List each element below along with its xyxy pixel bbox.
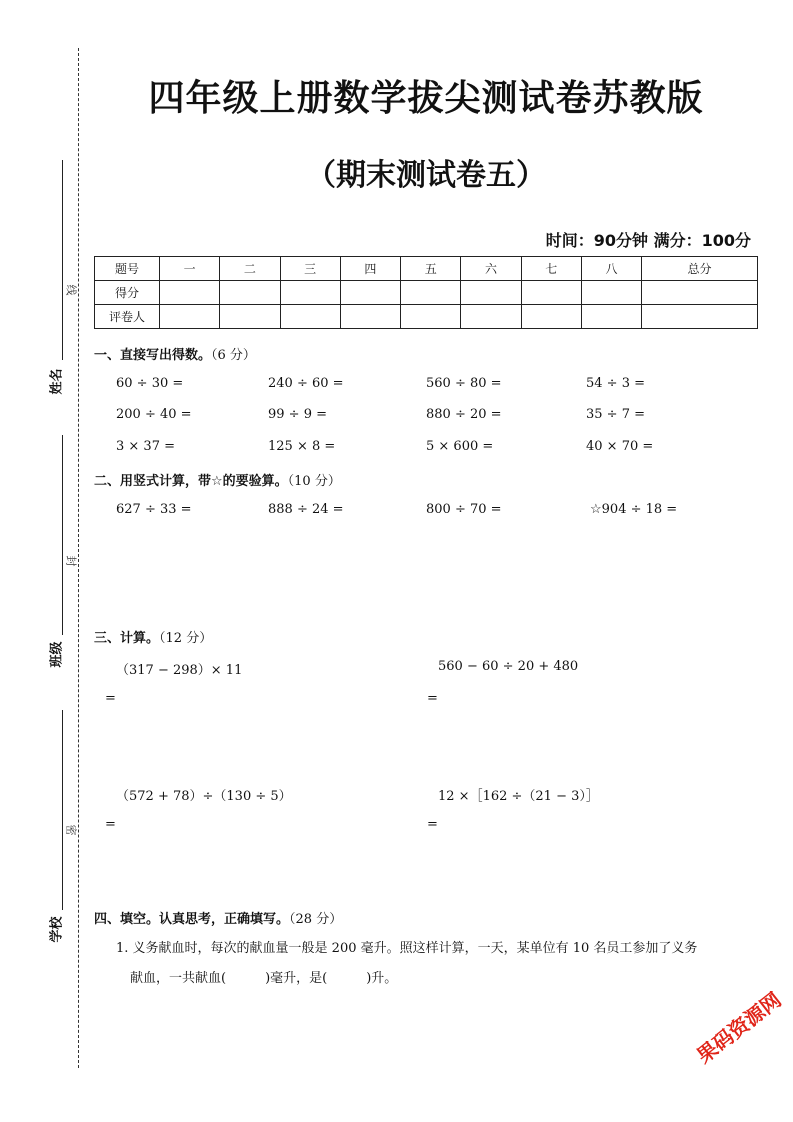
- score-cell[interactable]: [220, 281, 280, 305]
- section3-heading: [94, 627, 212, 646]
- oral-calc-item: 5 × 600 =: [426, 439, 494, 454]
- grader-cell[interactable]: [521, 305, 581, 329]
- vertical-calc-item: ☆904 ÷ 18 =: [590, 502, 678, 517]
- school-write-line: [62, 710, 63, 910]
- section2-points: （10 分）: [287, 474, 341, 489]
- score-table-header: 四: [340, 257, 400, 281]
- score-table-row: [95, 281, 758, 305]
- score-table-header: 二: [220, 257, 280, 281]
- question-1-line-2: 献血，一共献血( )毫升，是( )升。: [130, 971, 398, 986]
- section3-points: （12 分）: [159, 631, 213, 646]
- score-table-header: 一: [160, 257, 220, 281]
- watermark-logo: 果码资源网: [692, 987, 786, 1068]
- score-cell[interactable]: [401, 281, 461, 305]
- score-cell[interactable]: [340, 281, 400, 305]
- section2-heading: [94, 470, 341, 489]
- grader-cell[interactable]: [461, 305, 521, 329]
- name-label: 姓名: [49, 368, 65, 395]
- grader-row-label: 评卷人: [95, 305, 160, 329]
- score-row-label: 得分: [95, 281, 160, 305]
- score-cell[interactable]: [642, 281, 758, 305]
- class-write-line: [62, 435, 63, 635]
- class-label: 班级: [49, 641, 65, 668]
- equals-sign: =: [105, 817, 116, 832]
- oral-calc-item: 560 ÷ 80 =: [426, 376, 502, 391]
- oral-calc-item: 125 × 8 =: [268, 439, 336, 454]
- oral-calc-item: 99 ÷ 9 =: [268, 407, 327, 422]
- name-write-line: [62, 160, 63, 360]
- section1-points: （6 分）: [211, 348, 256, 363]
- oral-calc-item: 240 ÷ 60 =: [268, 376, 344, 391]
- calc-expression: （317 − 298）× 11: [116, 663, 243, 678]
- score-table-header: 题号: [95, 257, 160, 281]
- section1-title: 一、直接写出得数。: [94, 348, 212, 363]
- oral-calc-item: 54 ÷ 3 =: [586, 376, 645, 391]
- calc-expression: 12 ×［162 ÷（21 − 3）］: [438, 789, 599, 804]
- oral-calc-item: 60 ÷ 30 =: [116, 376, 184, 391]
- margin-word-xian: 线: [64, 284, 78, 296]
- equals-sign: =: [427, 817, 438, 832]
- score-cell[interactable]: [461, 281, 521, 305]
- question-1-line-1: 1. 义务献血时，每次的献血量一般是 200 毫升。照这样计算，一天，某单位有 10 名员工参加了义务: [116, 941, 698, 956]
- calc-expression: 560 − 60 ÷ 20 + 480: [438, 659, 579, 674]
- section1-heading: [94, 344, 256, 363]
- oral-calc-item: 880 ÷ 20 =: [426, 407, 502, 422]
- margin-word-mi: 密: [64, 824, 78, 836]
- school-label: 学校: [49, 916, 65, 943]
- score-table: [94, 256, 758, 329]
- time-and-score-info: 时间：90分钟 满分：100分: [545, 231, 751, 250]
- fill-blank-question-1: [116, 934, 766, 994]
- section4-title: 四、填空。认真思考，正确填写。: [94, 912, 290, 927]
- equals-sign: =: [105, 691, 116, 706]
- grader-cell[interactable]: [220, 305, 280, 329]
- grader-cell[interactable]: [642, 305, 758, 329]
- grader-cell[interactable]: [401, 305, 461, 329]
- score-cell[interactable]: [160, 281, 220, 305]
- section2-title: 二、用竖式计算，带☆的要验算。: [94, 474, 288, 489]
- grader-cell[interactable]: [280, 305, 340, 329]
- score-table-header: 五: [401, 257, 461, 281]
- margin-word-feng: 封: [64, 555, 78, 567]
- section3-title: 三、计算。: [94, 631, 160, 646]
- oral-calc-item: 3 × 37 =: [116, 439, 175, 454]
- grader-cell[interactable]: [160, 305, 220, 329]
- score-table-row: [95, 305, 758, 329]
- score-table-header-row: [95, 257, 758, 281]
- score-cell[interactable]: [581, 281, 641, 305]
- grader-cell[interactable]: [581, 305, 641, 329]
- vertical-calc-item: 800 ÷ 70 =: [426, 502, 502, 517]
- score-table-header: 八: [581, 257, 641, 281]
- grader-cell[interactable]: [340, 305, 400, 329]
- section4-heading: [94, 908, 342, 927]
- page-subtitle: （期末测试卷五）: [306, 158, 546, 193]
- score-cell[interactable]: [521, 281, 581, 305]
- equals-sign: =: [427, 691, 438, 706]
- section4-points: （28 分）: [289, 912, 343, 927]
- oral-calc-item: 35 ÷ 7 =: [586, 407, 645, 422]
- vertical-calc-item: 888 ÷ 24 =: [268, 502, 344, 517]
- score-table-header: 三: [280, 257, 340, 281]
- score-table-header: 总分: [642, 257, 758, 281]
- score-table-header: 七: [521, 257, 581, 281]
- calc-expression: （572 + 78）÷（130 ÷ 5）: [116, 789, 292, 804]
- oral-calc-item: 200 ÷ 40 =: [116, 407, 192, 422]
- score-cell[interactable]: [280, 281, 340, 305]
- page-title: 四年级上册数学拔尖测试卷苏教版: [148, 78, 704, 119]
- oral-calc-item: 40 × 70 =: [586, 439, 654, 454]
- vertical-calc-item: 627 ÷ 33 =: [116, 502, 192, 517]
- score-table-header: 六: [461, 257, 521, 281]
